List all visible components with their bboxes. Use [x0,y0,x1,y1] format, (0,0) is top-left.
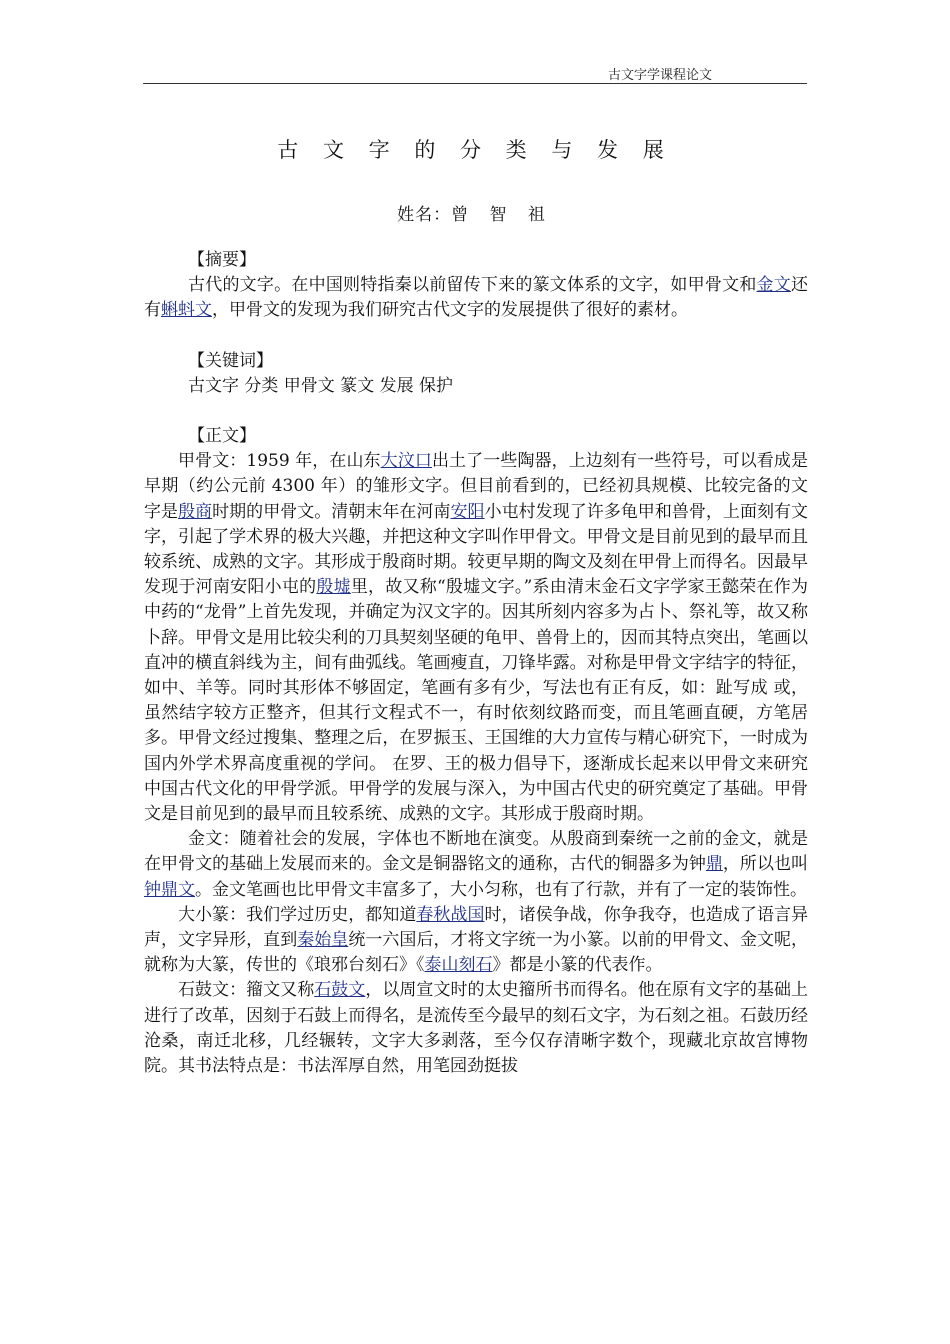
text-run: 时期的甲骨文。清朝末年在河南 [212,501,451,522]
term-link[interactable]: 泰山刻石 [424,955,493,976]
main-heading: 【正文】 [188,426,256,447]
text-run: 甲骨文：1959 年，在山东 [178,451,381,472]
keywords-text: 古文字 分类 甲骨文 篆文 发展 保护 [188,375,454,396]
body-paragraph [144,827,808,903]
term-link[interactable]: 殷商 [178,501,213,522]
header-rule [143,83,807,84]
term-link[interactable]: 大汶口 [380,451,432,472]
text-run: 。金文笔画也比甲骨文丰富多了，大小匀称，也有了行款，并有了一定的装饰性。 [195,879,807,900]
author-name: 曾 智 祖 [451,205,553,225]
text-run: 小屯村发现了许多龟甲和兽骨，上面刻有文字，引起了学术界的极大兴趣，并把这种文字叫作甲骨文。甲骨文是目前见到的最早而且较系统、成熟的文字。其形成于殷商时期。较更早期的陶文及刻在甲骨上而得名。因最早发现于河南安阳小屯的 [144,501,809,598]
text-run: 》都是小篆的代表作。 [492,955,663,976]
term-link[interactable]: 金文 [756,275,792,296]
term-link[interactable]: 鼎 [705,854,723,875]
term-link[interactable]: 殷墟 [316,577,351,598]
keywords-heading: 【关键词】 [188,350,273,371]
term-link[interactable]: 石鼓文 [314,980,366,1001]
text-run: 时，诸侯争战，你争我夺，也造成了语言异声，文字异形，直到 [144,904,809,951]
term-link[interactable]: 钟鼎文 [144,879,195,900]
term-link[interactable]: 蝌蚪文 [161,300,212,321]
term-link[interactable]: 春秋战国 [416,904,485,925]
text-run: 大小篆：我们学过历史，都知道 [178,904,417,925]
author-label: 姓名： [397,205,452,225]
spacer [144,324,808,349]
main-paragraphs [144,449,808,1079]
abstract-paragraph [144,273,808,323]
text-run: ，甲骨文的发现为我们研究古代文字的发展提供了很好的素材。 [212,300,688,321]
text-run: 里，故又称“殷墟文字。”系由清末金石文字学家王懿荣在作为中药的“龙骨”上首先发现，并确定为汉文字的。因其所刻内容多为占卜、祭礼等，故又称卜辞。甲骨文是用比较尖利的刀具契刻坚硬的龟甲、兽骨上的，因而其特点突出，笔画以直冲的横直斜线为主，间有曲弧线。笔画瘦直，刀锋毕露。对称是甲骨文字结字的特征，如中、羊等。同时其形体不够固定，笔画有多有少，写法也有正有反，如：趾写成 或，虽然结字较方正整齐，但其行文程式不一，有时依刻纹路而变，而且笔画直硬，方笔居多。甲骨文经过搜集、整理之后，在罗振玉、王国维的大力宣传与精心研究下，一时成为国内外学术界高度重视的学问。 在罗、王的极力倡导下，逐渐成长起来以甲骨文来研究中国古代文化的甲骨学派。甲骨学的发展与深入，为中国古代史的研究奠定了基础。甲骨文是目前见到的最早而且较系统、成熟的文字。其形成于殷商时期。 [144,577,808,825]
body-paragraph [144,903,808,979]
term-link[interactable]: 安阳 [450,501,485,522]
abstract-heading: 【摘要】 [188,250,256,270]
running-header: 古文字学课程论文 [607,68,712,83]
text-run: 石鼓文：籀文又称 [178,980,315,1001]
body-paragraph [144,449,808,827]
text-run: 金文：随着社会的发展，字体也不断地在演变。从殷商到秦统一之前的金文，就是在甲骨文的基础上发展而来的。金文是铜器铭文的通称，古代的铜器多为钟 [144,829,808,875]
author-line [143,200,807,225]
text-run: 古代的文字。在中国则特指秦以前留传下来的篆文体系的文字，如甲骨文和 [188,275,757,296]
paper-title: 古 文 字 的 分 类 与 发 展 [277,138,673,162]
term-link[interactable]: 秦始皇 [297,930,349,951]
text-run: ，所以也叫 [722,854,809,875]
spacer [144,399,808,424]
text-run: ，以周宣文时的太史籀所书而得名。他在原有文字的基础上进行了改革，因刻于石鼓上而得名，是流传至今最早的刻石文字，为石刻之祖。石鼓历经沧桑，南迁北移，几经辗转，文字大多剥落，至今仅存清晰字数个，现藏北京故宫博物院。其书法特点是：书法浑厚自然，用笔园劲挺拔 [144,980,809,1077]
text-run: 还有 [144,275,809,321]
text-run: 统一六国后，才将文字统一为小篆。以前的甲骨文、金文呢，就称为大篆，传世的《琅邪台刻石》《 [144,930,809,976]
text-run: 出土了一些陶器，上边刻有一些符号，可以看成是早期（约公元前 4300 年）的雏形文字。但目前看到的，已经初具规模、比较完备的文字是 [144,451,809,522]
paper-body [144,248,808,1079]
body-paragraph [144,978,808,1079]
